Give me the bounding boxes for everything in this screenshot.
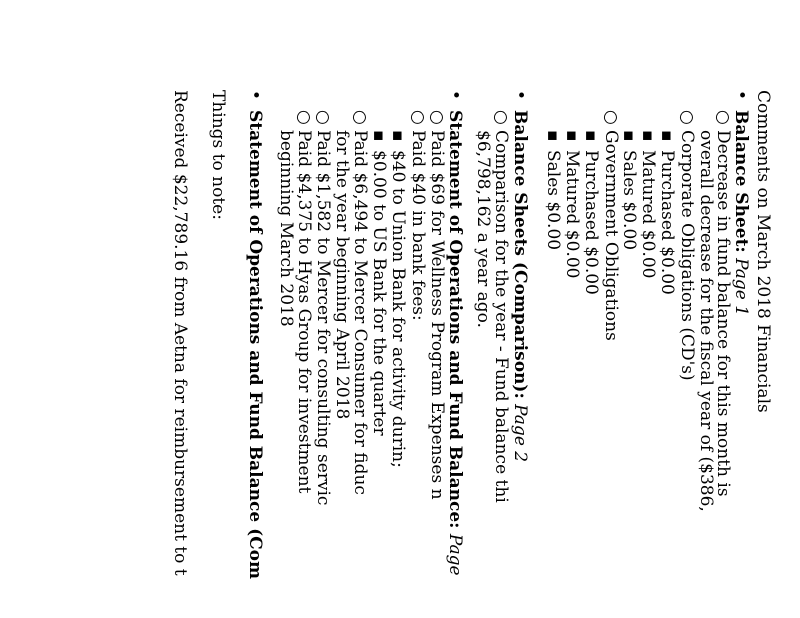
list-item: ○Paid $40 in bank fees: xyxy=(408,110,428,321)
square-bullet-icon: ▪ xyxy=(657,130,677,142)
list-item: ○Paid $1,582 to Mercer for consulting servic xyxy=(313,110,333,506)
list-item: for the year beginning April 2018 xyxy=(332,130,352,420)
section-balance-comparison xyxy=(511,90,529,462)
bullet-icon: • xyxy=(445,90,465,101)
section-label: Statement of Operations and Fund Balance: xyxy=(445,110,465,529)
square-bullet-icon: ▪ xyxy=(638,130,658,142)
square-bullet-icon: ▪ xyxy=(619,130,639,142)
list-item: ▪Purchased $0.00 xyxy=(657,130,677,295)
list-item: ○Paid $6,494 to Mercer Consumer for fiduc xyxy=(350,110,370,495)
square-bullet-icon: ▪ xyxy=(543,130,563,142)
circle-bullet-icon: ○ xyxy=(294,110,314,125)
page-reference: Page 1 xyxy=(731,258,751,317)
list-item: ○Government Obligations xyxy=(601,110,621,341)
list-item: ○Decrease in fund balance for this month is xyxy=(713,110,733,497)
section-balance-sheet xyxy=(732,90,750,316)
square-bullet-icon: ▪ xyxy=(581,130,601,142)
bullet-icon: • xyxy=(731,90,751,101)
list-item: ▪Matured $0.00 xyxy=(562,130,582,279)
bullet-icon: • xyxy=(245,90,265,101)
circle-bullet-icon: ○ xyxy=(491,110,511,125)
list-item: ▪Matured $0.00 xyxy=(638,130,658,279)
section-label: Balance Sheet: xyxy=(731,110,751,253)
notes-label: Things to note: xyxy=(208,90,228,220)
circle-bullet-icon: ○ xyxy=(313,110,333,125)
circle-bullet-icon: ○ xyxy=(350,110,370,125)
list-item: ▪$0.00 to US Bank for the quarter xyxy=(369,130,389,436)
circle-bullet-icon: ○ xyxy=(677,110,697,125)
circle-bullet-icon: ○ xyxy=(601,110,621,125)
circle-bullet-icon: ○ xyxy=(427,110,447,125)
list-item: overall decrease for the fiscal year of ($386, xyxy=(696,130,716,512)
list-item: beginning March 2018 xyxy=(276,130,296,327)
circle-bullet-icon: ○ xyxy=(713,110,733,125)
page-reference: Page 2 xyxy=(510,404,530,463)
list-item: ○Paid $4,375 to Hyas Group for investment xyxy=(294,110,314,494)
circle-bullet-icon: ○ xyxy=(408,110,428,125)
document xyxy=(0,90,772,618)
list-item: ○Paid $69 for Wellness Program Expenses n xyxy=(427,110,447,500)
list-item: $6,798,162 a year ago. xyxy=(473,130,493,328)
bullet-icon: • xyxy=(510,90,530,101)
list-item: ▪Sales $0.00 xyxy=(543,130,563,251)
square-bullet-icon: ▪ xyxy=(388,130,408,142)
list-item: ▪Sales $0.00 xyxy=(619,130,639,251)
section-operations xyxy=(446,90,464,576)
section-label: Balance Sheets (Comparison): xyxy=(510,110,530,399)
section-operations-comparison xyxy=(246,90,264,579)
list-item: ▪$40 to Union Bank for activity durin; xyxy=(388,130,408,468)
section-label: Statement of Operations and Fund Balance (Com xyxy=(245,110,265,579)
list-item: ○Corporate Obligations (CD's) xyxy=(677,110,697,381)
received-line: Received $22,789.16 from Aetna for reimbursement to t xyxy=(170,90,190,576)
page-title: Comments on March 2018 Financials xyxy=(753,90,773,413)
square-bullet-icon: ▪ xyxy=(369,130,389,142)
list-item: ▪Purchased $0.00 xyxy=(581,130,601,295)
list-item: ○Comparison for the year - Fund balance thi xyxy=(491,110,511,503)
page-reference: Page xyxy=(445,533,465,576)
square-bullet-icon: ▪ xyxy=(562,130,582,142)
